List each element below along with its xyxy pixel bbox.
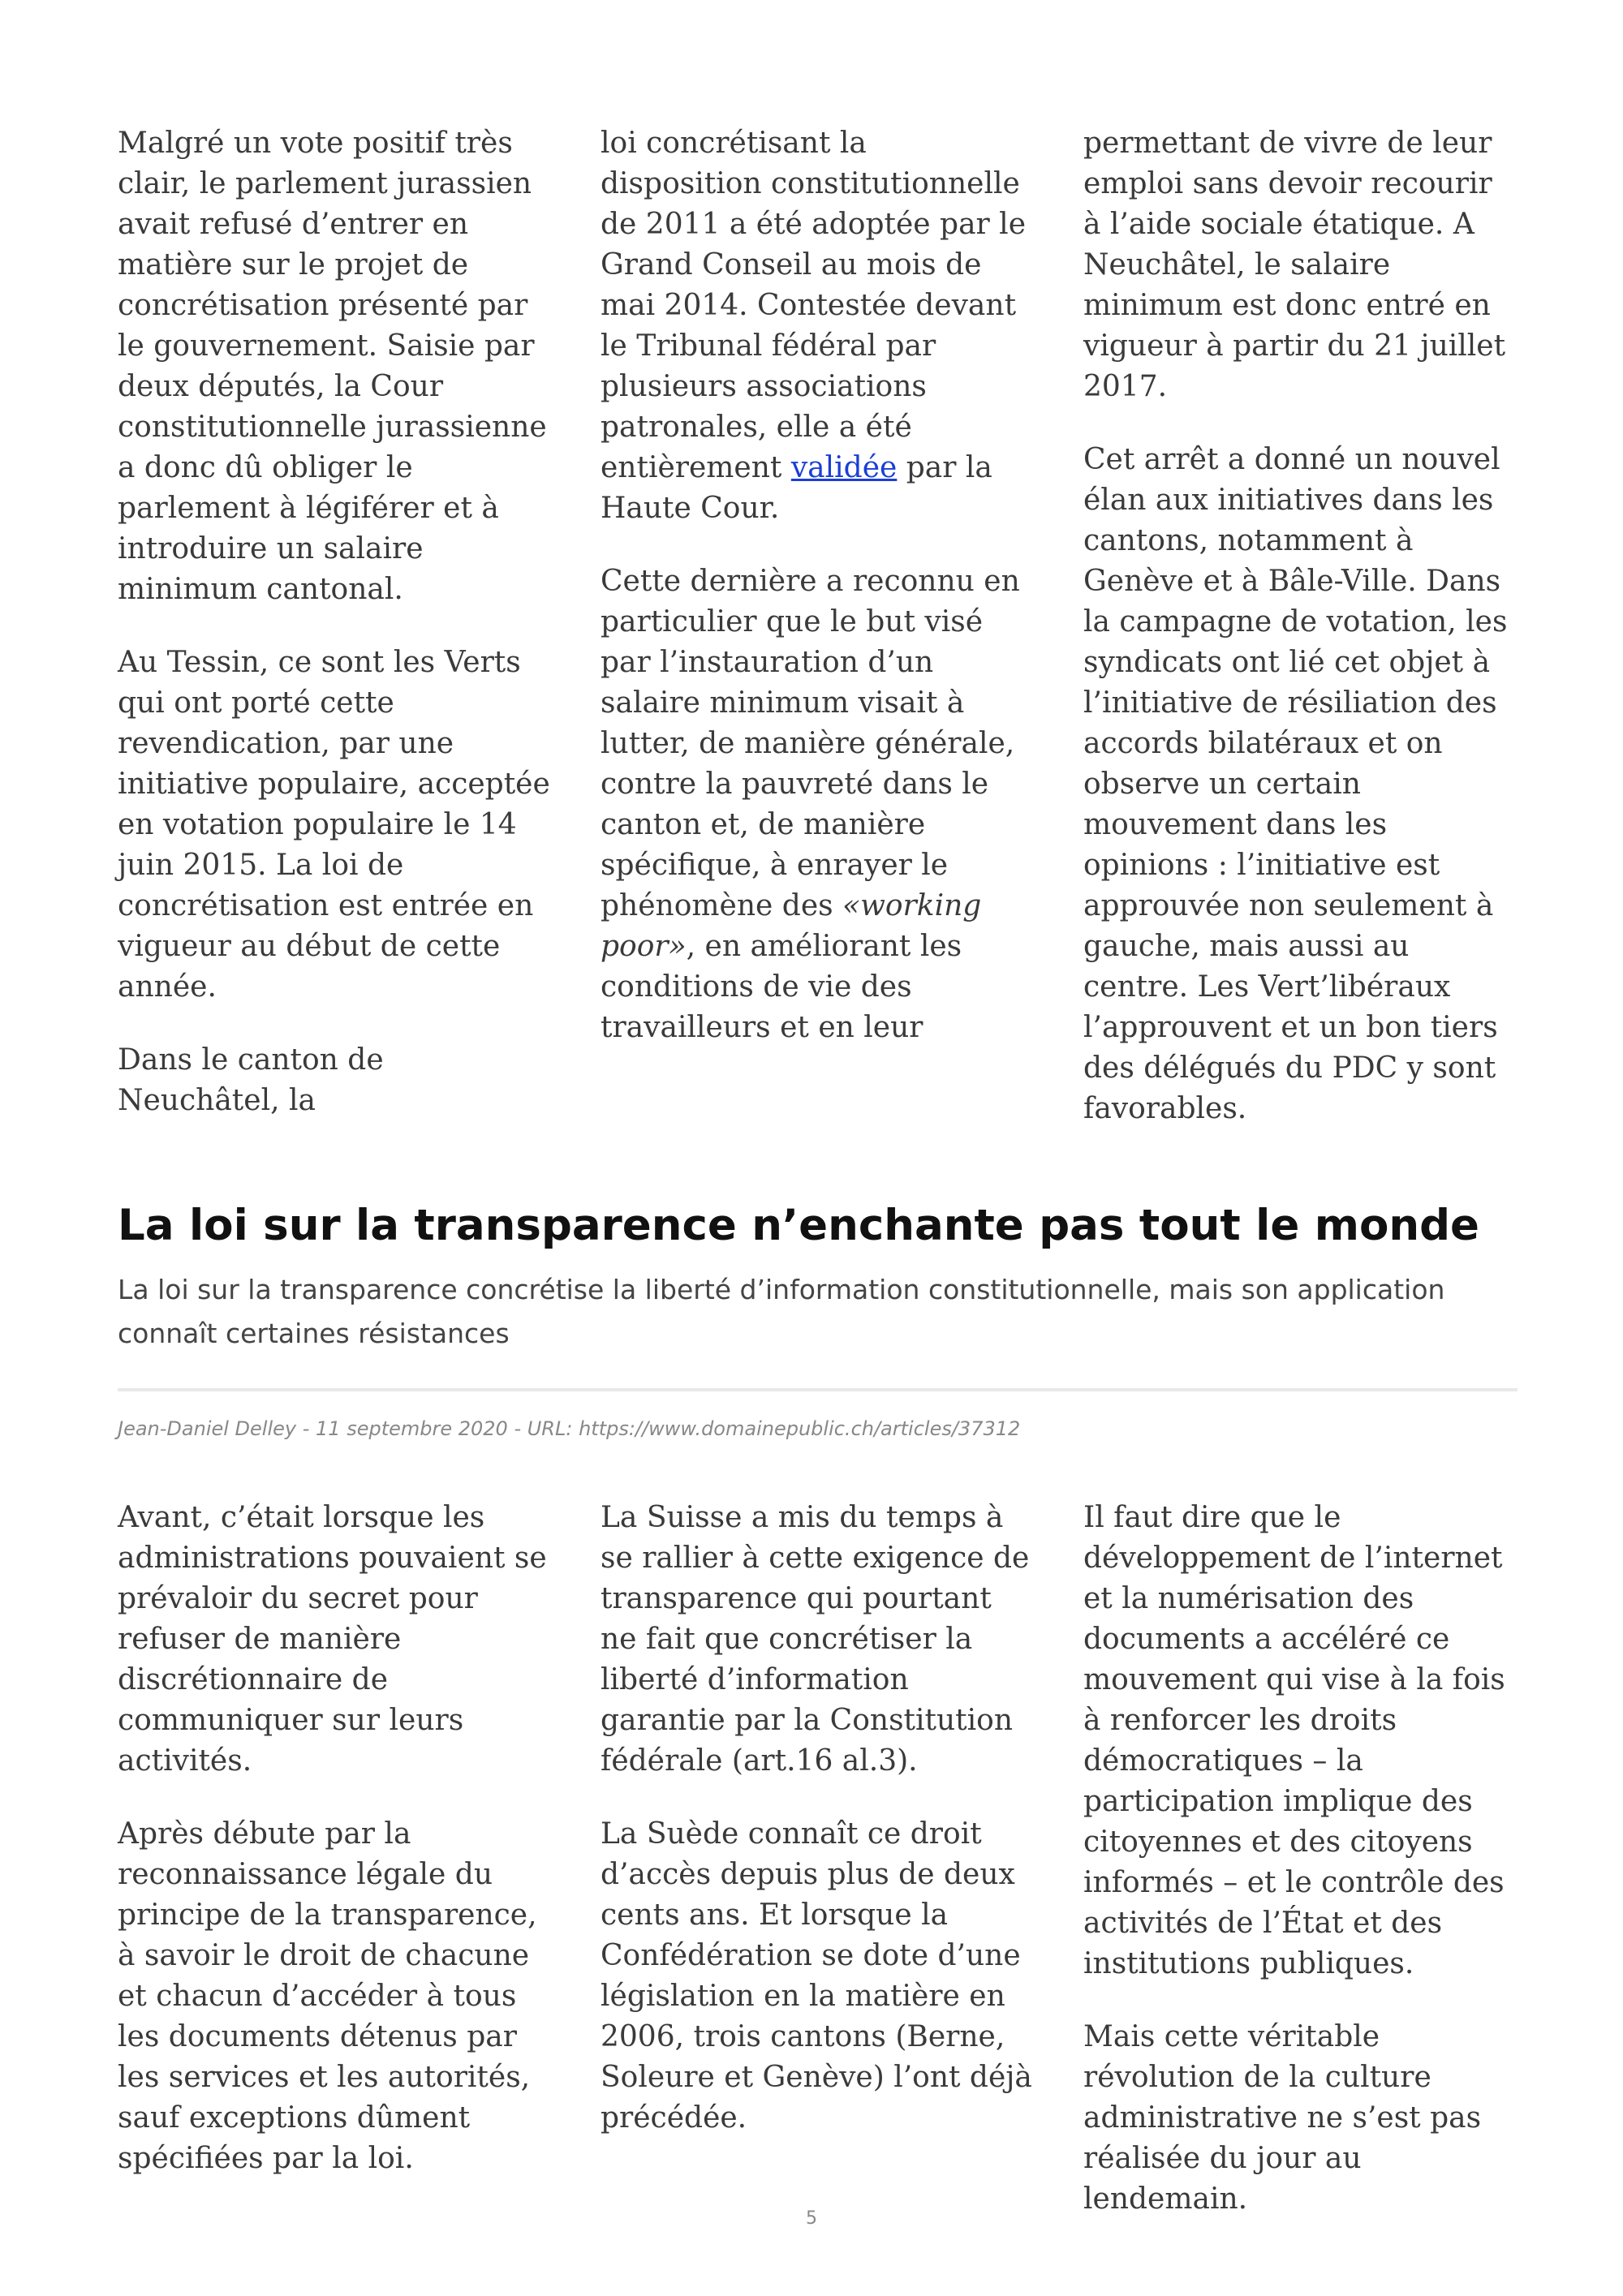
paragraph: La Suisse a mis du temps à se rallier à cette exigence de transparence qui pourtant ne fait que concrétiser la liberté d’information garantie par la Constitution fédérale (art.16 al.3). bbox=[601, 1501, 1030, 1778]
paragraph: Mais cette véritable révolution de la culture administrative ne s’est pas réalisée du jour au lendemain. bbox=[1083, 2020, 1482, 2216]
paragraph: Après débute par la reconnaissance légale du principe de la transparence, à savoir le droit de chacune et chacun d’accéder à tous les documents détenus par les services et les autorités, sauf exceptions dûment spécifiées par la loi. bbox=[118, 1817, 537, 2175]
previous-article-columns bbox=[118, 123, 1518, 1129]
text-segment: par la Haute Cour. bbox=[601, 451, 992, 525]
column-1 bbox=[118, 1498, 552, 2220]
paragraph: Malgré un vote positif très clair, le parlement jurassien avait refusé d’entrer en matière sur le projet de concrétisation présenté par le gouvernement. Saisie par deux députés, la Cour constitutionnelle jurassienne a donc dû obliger le parlement à légiférer et à introduire un salaire minimum cantonal. bbox=[118, 127, 547, 606]
article-byline: Jean-Daniel Delley - 11 septembre 2020 - URL: https://www.domainepublic.ch/articles/37312 bbox=[118, 1417, 1021, 1440]
article-lead: La loi sur la transparence concrétise la liberté d’information constitutionnelle, mais son application connaît certaines résistances bbox=[118, 1274, 1445, 1349]
paragraph: permettant de vivre de leur emploi sans devoir recourir à l’aide sociale étatique. A Neuchâtel, le salaire minimum est donc entré en vigueur à partir du 21 juillet 2017. bbox=[1083, 127, 1506, 403]
column-3 bbox=[1083, 123, 1518, 1129]
paragraph: Avant, c’était lorsque les administrations pouvaient se prévaloir du secret pour refuser de manière discrétionnaire de communiquer sur leurs activités. bbox=[118, 1501, 547, 1778]
text-segment: , en améliorant les conditions de vie des travailleurs et en leur bbox=[601, 930, 962, 1044]
paragraph: Dans le canton de Neuchâtel, la bbox=[118, 1043, 384, 1117]
column-3 bbox=[1083, 1498, 1518, 2220]
article-title: La loi sur la transparence n’enchante pas tout le monde bbox=[118, 1201, 1479, 1250]
validee-link[interactable]: validée bbox=[790, 451, 898, 484]
column-2 bbox=[601, 1498, 1035, 2220]
article-columns bbox=[118, 1498, 1518, 2220]
emphasis-text: «working poor» bbox=[601, 889, 982, 963]
paragraph bbox=[601, 123, 1035, 529]
paragraph: La Suède connaît ce droit d’accès depuis plus de deux cents ans. Et lorsque la Confédération se dote d’une législation en la matière en 2006, trois cantons (Berne, Soleure et Genève) l’ont déjà précédée. bbox=[601, 1817, 1032, 2135]
paragraph: Au Tessin, ce sont les Verts qui ont porté cette revendication, par une initiative populaire, acceptée en votation populaire le 14 juin 2015. La loi de concrétisation est entrée en vigueur au début de cette année. bbox=[118, 646, 550, 1004]
paragraph: Il faut dire que le développement de l’internet et la numérisation des documents a accéléré ce mouvement qui vise à la fois à renforcer les droits démocratiques – la participation implique des citoyennes et des citoyens informés – et le contrôle des activités de l’État et des institutions publiques. bbox=[1083, 1501, 1505, 1980]
column-1 bbox=[118, 123, 552, 1129]
paragraph: Cet arrêt a donné un nouvel élan aux initiatives dans les cantons, notamment à Genève et à Bâle-Ville. Dans la campagne de votation, les syndicats ont lié cet objet à l’initiative de résiliation des accords bilatéraux et on observe un certain mouvement dans les opinions : l’initiative est approuvée non seulement à gauche, mais aussi au centre. Les Vert’libéraux l’approuvent et un bon tiers des délégués du PDC y sont favorables. bbox=[1083, 443, 1508, 1125]
page-number: 5 bbox=[806, 2208, 817, 2229]
text-segment: Cette dernière a reconnu en particulier que le but visé par l’instauration d’un salaire minimum visait à lutter, de manière générale, contre la pauvreté dans le canton et, de manière spécifique, à enrayer le phénomène des bbox=[601, 565, 1020, 922]
text-segment: loi concrétisant la disposition constitutionnelle de 2011 a été adoptée par le Grand Conseil au mois de mai 2014. Contestée devant le Tribunal fédéral par plusieurs associations patronales, elle a été entièrement bbox=[601, 127, 1027, 484]
divider bbox=[118, 1388, 1518, 1391]
column-2 bbox=[601, 123, 1035, 1129]
paragraph bbox=[601, 561, 1035, 1048]
